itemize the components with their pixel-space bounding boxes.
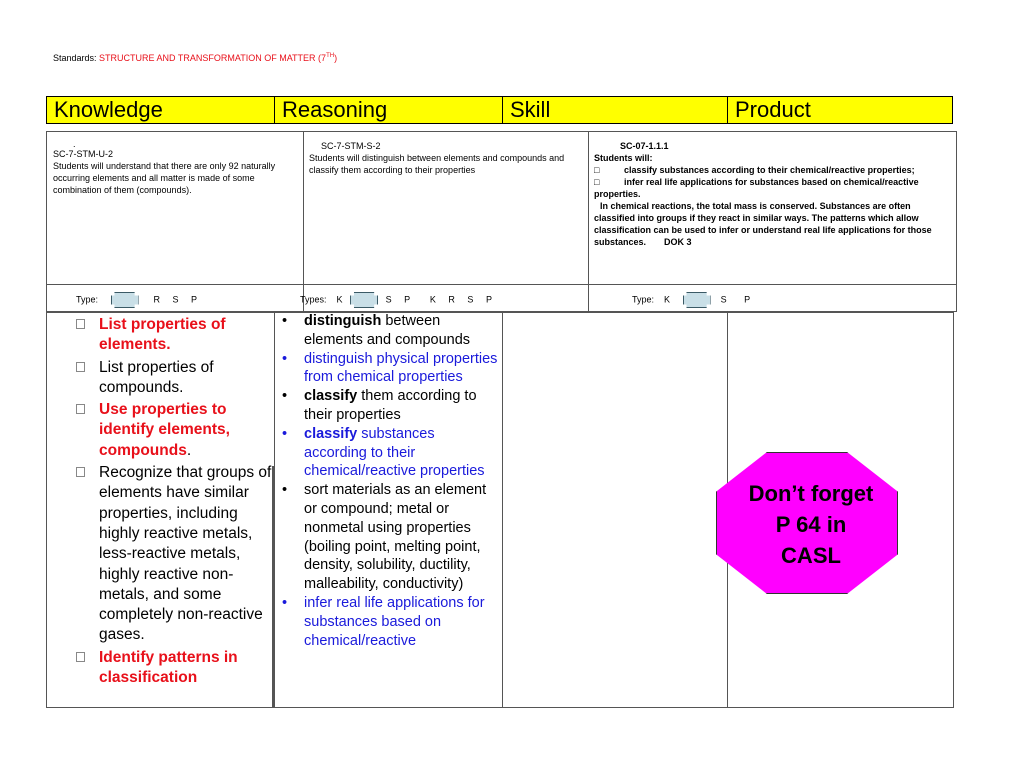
reasoning-list: [282, 312, 500, 650]
skill-target: [594, 140, 944, 248]
reminder-line-1: Don’t forget: [748, 481, 874, 506]
r-highlight-shape: [350, 292, 378, 308]
list-item: [282, 387, 500, 425]
type-k: K: [664, 294, 671, 305]
list-item: [282, 425, 500, 481]
list-item-text: List properties of elements.: [99, 316, 226, 354]
reminder-line-2: P 64 in: [775, 512, 847, 537]
skill-bullet-1: [594, 164, 944, 176]
type-line-reasoning: [300, 292, 492, 308]
knowledge-target: [53, 140, 299, 196]
knowledge-code: SC-7-STM-U-2: [53, 149, 113, 159]
k-highlight-shape: [111, 292, 139, 308]
list-item-text: distinguish physical properties from chemical properties: [304, 350, 498, 386]
list-item: [282, 350, 500, 388]
skill-bullet-1-text: classify substances according to their chemical/reactive properties;: [624, 165, 915, 175]
header-product: Product: [727, 96, 953, 124]
list-item: [76, 358, 272, 399]
type-label: Types:: [300, 294, 327, 305]
checkbox-icon: [76, 404, 85, 414]
skill-bullet-2-box: □: [594, 177, 600, 187]
list-item: [76, 315, 272, 356]
bullet-icon: •: [282, 388, 288, 405]
skill-bullet-2-text: infer real life applications for substances based on chemical/reactive properties.: [594, 177, 919, 199]
standards-close: ): [334, 53, 338, 63]
standards-title: [99, 53, 337, 63]
header-skill: Skill: [502, 96, 728, 124]
list-item-bold: classify: [304, 425, 358, 442]
list-item: [282, 594, 500, 650]
reminder-line-3: CASL: [781, 543, 841, 568]
bullet-icon: •: [282, 425, 288, 442]
list-item-text: List properties of compounds.: [99, 358, 214, 396]
list-item: [76, 648, 272, 689]
checkbox-icon: [76, 652, 85, 662]
list-item-bold: distinguish: [304, 313, 382, 329]
list-item-text: substances according to their chemical/reactive properties: [304, 425, 485, 480]
header-knowledge: Knowledge: [46, 96, 275, 124]
list-item-bold: classify: [304, 388, 358, 405]
skill-column: [502, 312, 728, 708]
reasoning-text: Students will distinguish between elements and compounds and classify them according to their properties: [309, 153, 565, 175]
skill-lead: Students will:: [594, 153, 653, 163]
list-item-text: between elements and compounds: [304, 313, 471, 348]
list-item-text: Recognize that groups of elements have similar properties, including highly reactive metals, less-reactive metals, highly reactive non-metals, and some completely non-reactive gases.: [99, 464, 272, 644]
standards-line: [53, 53, 337, 63]
checkbox-icon: [76, 362, 85, 372]
bullet-icon: •: [282, 350, 288, 367]
type-options: R S P: [153, 294, 198, 305]
type-line-knowledge: [76, 292, 197, 308]
list-item-tail: .: [186, 441, 192, 459]
type-options: S P K R S P: [385, 294, 492, 305]
standards-title-text: STRUCTURE AND TRANSFORMATION OF MATTER (7: [99, 53, 327, 63]
type-line-skill: [632, 292, 750, 308]
list-item-text: infer real life applications for substances based on chemical/reactive: [304, 594, 485, 649]
type-label: Type:: [76, 294, 99, 305]
bullet-icon: •: [282, 594, 288, 611]
header-reasoning: Reasoning: [274, 96, 503, 124]
type-k: K: [336, 294, 343, 305]
knowledge-list: [76, 315, 272, 690]
skill-bullet-2: [594, 176, 944, 200]
list-item: [76, 463, 272, 646]
type-label: Type:: [632, 294, 655, 305]
type-options: S P: [720, 294, 751, 305]
list-item-text: sort materials as an element or compound; metal or nonmetal using properties (boiling point, melting point, density, solubility, ductility, malleability, conductivity): [304, 482, 487, 593]
standards-sup: TH: [326, 53, 335, 59]
bullet-icon: •: [282, 313, 288, 329]
skill-paragraph-text: In chemical reactions, the total mass is conserved. Substances are often classified into groups if they react in similar ways. The patterns which allow classification can be used to infer or understand real life applications for those substances.: [594, 201, 932, 247]
knowledge-dot: .: [73, 139, 76, 149]
list-item-text: Use properties to identify elements, compounds: [99, 401, 230, 459]
list-item: [282, 312, 500, 350]
skill-dok: DOK 3: [664, 237, 692, 247]
skill-bullet-1-box: □: [594, 165, 600, 175]
type-divider: [46, 284, 957, 285]
reasoning-code: SC-7-STM-S-2: [321, 141, 381, 151]
knowledge-text: Students will understand that there are only 92 naturally occurring elements and all matter is made of some combination of them (compounds).: [53, 161, 276, 195]
list-item: [282, 481, 500, 594]
skill-paragraph: [594, 200, 944, 248]
list-item-text: them according to their properties: [304, 388, 477, 423]
bullet-icon: •: [282, 482, 288, 499]
standards-label: Standards:: [53, 53, 97, 63]
reasoning-target: [309, 140, 585, 176]
checkbox-icon: [76, 467, 85, 477]
checkbox-icon: [76, 319, 85, 329]
reminder-text: [716, 478, 906, 571]
list-item: [76, 400, 272, 461]
list-item-text: Identify patterns in classification: [99, 648, 238, 687]
r-highlight-shape: [683, 292, 711, 308]
skill-code: SC-07-1.1.1: [620, 141, 669, 151]
